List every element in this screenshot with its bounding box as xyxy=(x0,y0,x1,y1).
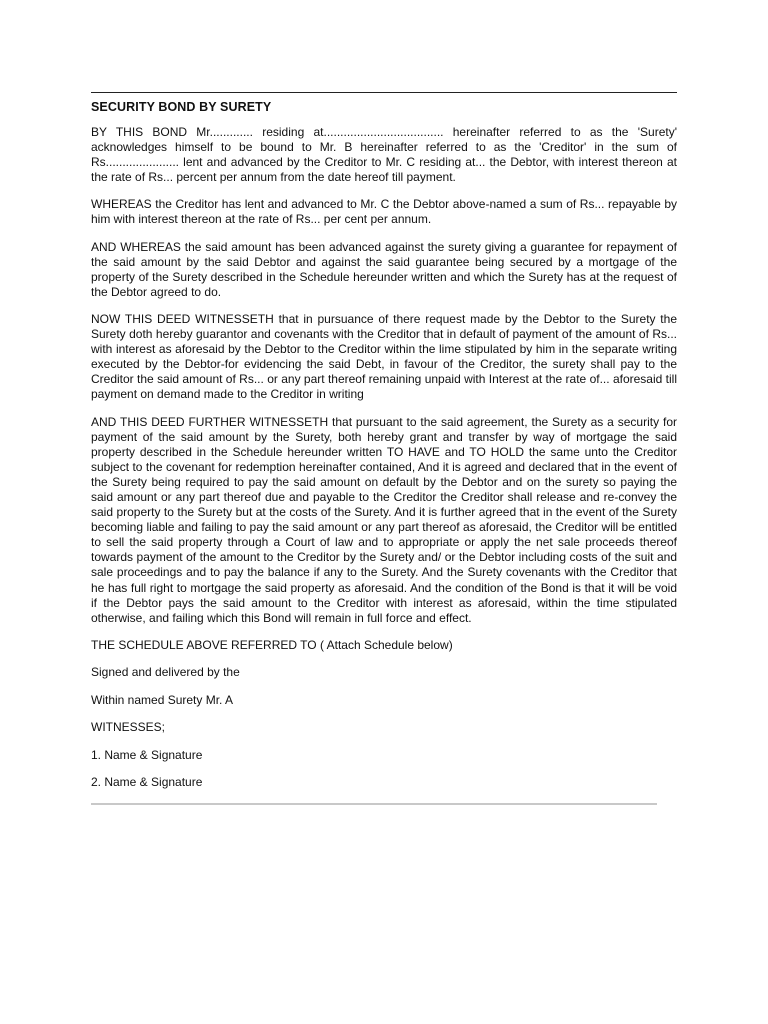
document-title: SECURITY BOND BY SURETY xyxy=(91,100,272,114)
witnesses-heading: WITNESSES; xyxy=(91,720,166,735)
paragraph-further-witnesseth: AND THIS DEED FURTHER WITNESSETH that pursuant to the said agreement, the Surety as a security for payment of the said amount by the Surety, both hereby grant and transfer by way of mortgage the said property described in the Schedule hereunder written TO HAVE and TO HOLD the same unto the Creditor subject to the covenant for redemption hereinafter contained, And it is agreed and declared that in the event of the Surety being required to pay the said amount on default by the Debtor and on the surety so paying the said amount or any part thereof due and payable to the Creditor the Creditor shall release and re-convey the said property to the Surety but at the costs of the Surety. And it is further agreed that in the event of the Surety becoming liable and failing to pay the said amount or any part thereof as aforesaid, the Creditor will be entitled to sell the said property through a Court of law and to appropriate or apply the net sale proceeds thereof towards payment of the amount to the Creditor by the Surety and/ or the Debtor including costs of the suit and sale proceedings and to pay the balance if any to the Surety. And the Surety covenants with the Creditor that he has full right to mortgage the said property as aforesaid. And the condition of the Bond is that it will be void if the Debtor pays the said amount to the Creditor with interest as aforesaid, within the time stipulated otherwise, and failing which this Bond will remain in full force and effect. xyxy=(91,414,677,625)
witness-1-line: 1. Name & Signature xyxy=(91,747,203,762)
surety-name-line: Within named Surety Mr. A xyxy=(91,692,234,707)
schedule-line: THE SCHEDULE ABOVE REFERRED TO ( Attach Schedule below) xyxy=(91,637,453,652)
top-divider xyxy=(91,92,677,93)
document-page xyxy=(91,92,677,805)
signed-delivered-line: Signed and delivered by the xyxy=(91,665,240,680)
paragraph-and-whereas: AND WHEREAS the said amount has been advanced against the surety giving a guarantee for repayment of the said amount by the said Debtor and against the said guarantee being secured by a mortgage of the property of the Surety described in the Schedule hereunder written and which the Surety has at the request of the Debtor agreed to do. xyxy=(91,239,677,299)
witness-2-line: 2. Name & Signature xyxy=(91,775,203,790)
paragraph-now-witnesseth: NOW THIS DEED WITNESSETH that in pursuance of there request made by the Debtor to the Surety the Surety doth hereby guarantor and covenants with the Creditor that in default of payment of the amount of Rs... with interest as aforesaid by the Debtor to the Creditor within the lime stipulated by him in the separate writing executed by the Debtor-for evidencing the said Debt, in favour of the Creditor, the surety shall pay to the Creditor the said amount of Rs... or any part thereof remaining unpaid with Interest at the rate of... aforesaid till payment on demand made to the Creditor in writing xyxy=(91,311,677,402)
paragraph-whereas: WHEREAS the Creditor has lent and advanced to Mr. C the Debtor above-named a sum of Rs... repayable by him with interest thereon at the rate of Rs... per cent per annum. xyxy=(91,197,677,227)
paragraph-bond-recital: BY THIS BOND Mr............. residing at.................................... hereinafter referred to as the 'Surety' acknowledges himself to be bound to Mr. B hereinafter referred to as the 'Creditor' in the sum of Rs...................... lent and advanced by the Creditor to Mr. C residing at... the Debtor, with interest thereon at the rate of Rs... percent per annum from the date hereof till payment. xyxy=(91,125,677,185)
bottom-divider xyxy=(91,803,657,805)
